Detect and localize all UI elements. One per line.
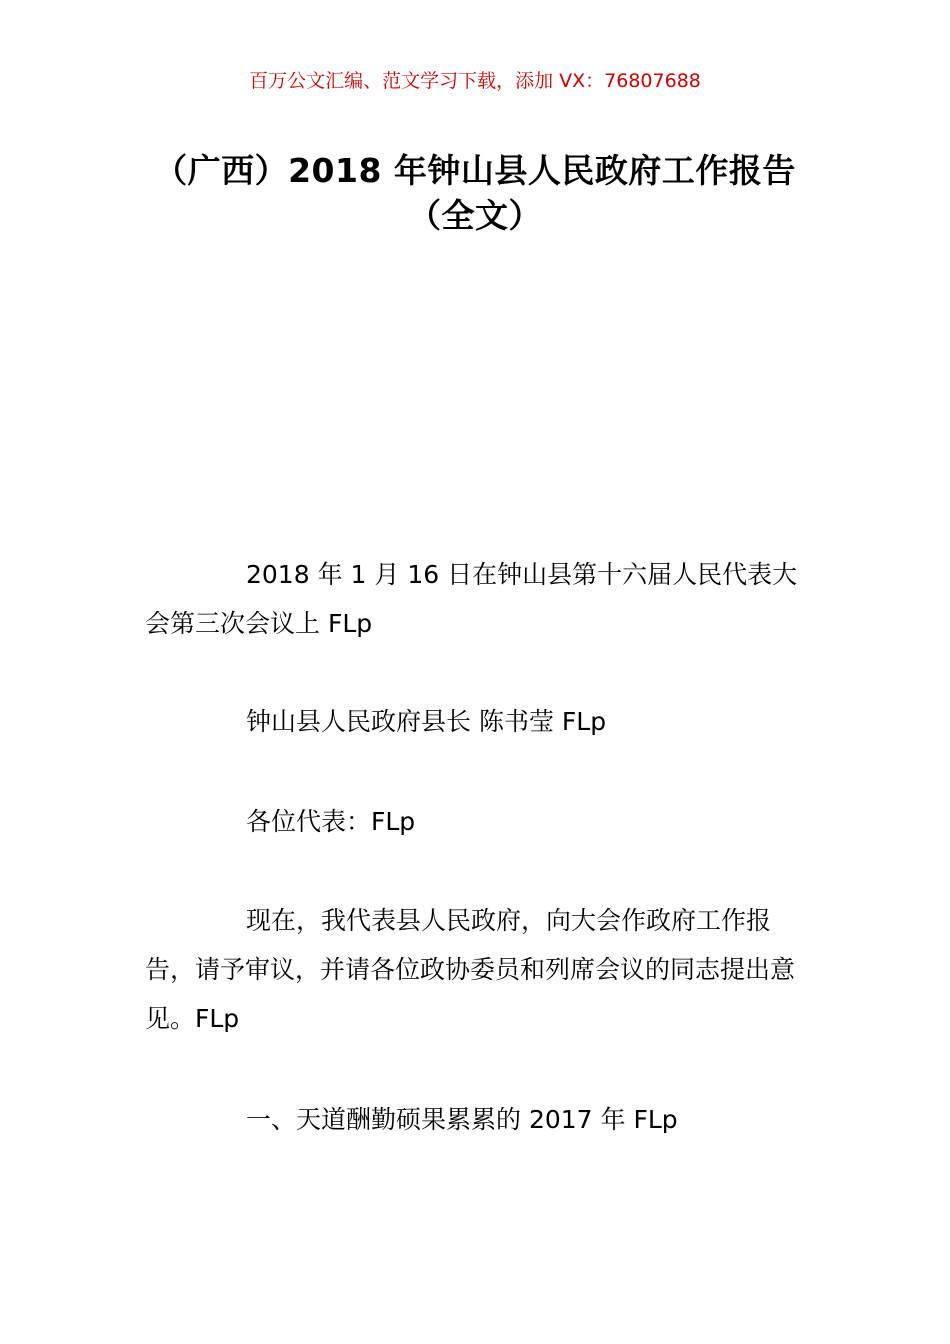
header-note: 百万公文汇编、范文学习下载，添加 VX：76807688 — [249, 70, 701, 92]
salutation-paragraph: 各位代表：FLp — [246, 807, 416, 836]
opening-paragraph: 现在，我代表县人民政府，向大会作政府工作报告，请予审议，并请各位政协委员和列席会议的同志提出意见。FLp — [145, 906, 796, 1033]
section-heading-1: 一、天道酬勤硕果累累的 2017 年 FLp — [246, 1105, 678, 1134]
document-title-line-1: （广西）2018 年钟山县人民政府工作报告 — [154, 151, 796, 190]
document-title-line-2: （全文） — [408, 196, 542, 235]
meeting-info-paragraph: 2018 年 1 月 16 日在钟山县第十六届人民代表大会第三次会议上 FLp — [145, 560, 798, 638]
speaker-paragraph: 钟山县人民政府县长 陈书莹 FLp — [246, 707, 607, 736]
document-title — [120, 148, 830, 238]
